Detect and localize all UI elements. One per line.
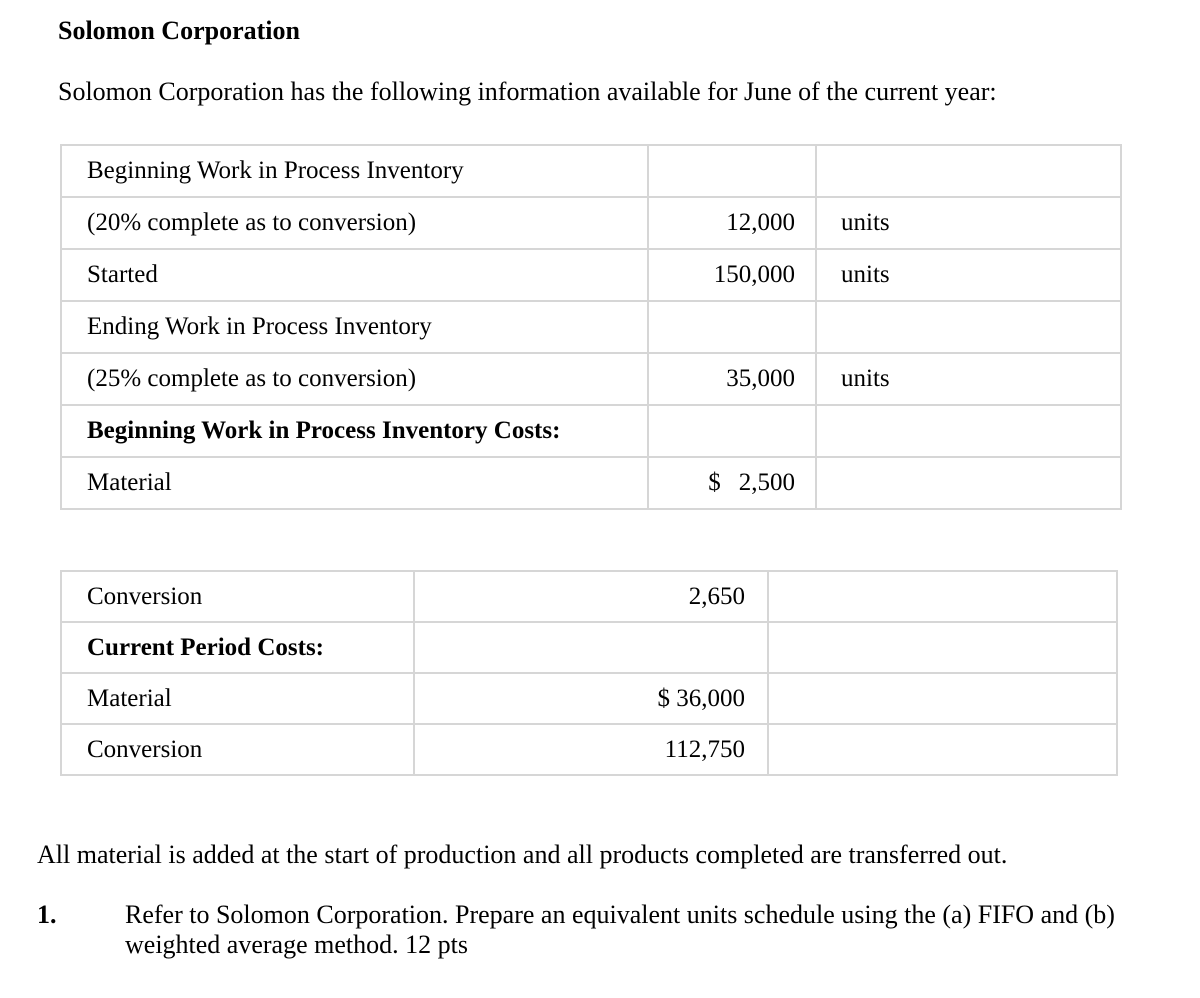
section-heading: Current Period Costs: <box>61 622 414 673</box>
row-value <box>414 622 768 673</box>
table-row <box>61 673 1117 724</box>
row-label: Material <box>61 673 414 724</box>
table-row <box>61 405 1121 457</box>
row-value: 112,750 <box>414 724 768 775</box>
table-row <box>61 301 1121 353</box>
row-value <box>648 457 816 509</box>
row-unit: units <box>816 197 1121 249</box>
row-unit: units <box>816 353 1121 405</box>
row-label: Started <box>61 249 648 301</box>
row-unit <box>816 301 1121 353</box>
row-extra <box>768 724 1117 775</box>
question-text: Refer to Solomon Corporation. Prepare an equivalent units schedule using the (a) FIFO and (b) weighted average method. 12 pts <box>125 900 1115 959</box>
production-note: All material is added at the start of production and all products completed are transferred out. <box>37 840 1008 869</box>
table-row <box>61 622 1117 673</box>
row-label: Beginning Work in Process Inventory <box>61 145 648 197</box>
production-data-table <box>60 144 1122 510</box>
row-label: (20% complete as to conversion) <box>61 197 648 249</box>
section-heading: Beginning Work in Process Inventory Costs: <box>61 405 648 457</box>
row-unit <box>816 405 1121 457</box>
row-label: (25% complete as to conversion) <box>61 353 648 405</box>
row-unit: units <box>816 249 1121 301</box>
amount-value: 2,500 <box>738 469 795 496</box>
document-title: Solomon Corporation <box>58 16 300 45</box>
row-value: 2,650 <box>414 571 768 622</box>
table-row <box>61 145 1121 197</box>
intro-paragraph: Solomon Corporation has the following information available for June of the current year: <box>58 77 997 106</box>
row-unit <box>816 145 1121 197</box>
question-number: 1. <box>37 900 57 929</box>
row-value: 12,000 <box>648 197 816 249</box>
row-extra <box>768 622 1117 673</box>
cost-data-table <box>60 570 1118 776</box>
row-value: $ 36,000 <box>414 673 768 724</box>
row-label: Ending Work in Process Inventory <box>61 301 648 353</box>
row-value <box>648 405 816 457</box>
row-extra <box>768 571 1117 622</box>
row-label: Material <box>61 457 648 509</box>
row-value <box>648 301 816 353</box>
currency-symbol: $ <box>708 469 721 496</box>
table-row <box>61 249 1121 301</box>
money-amount <box>708 469 795 497</box>
row-value: 35,000 <box>648 353 816 405</box>
row-value: 150,000 <box>648 249 816 301</box>
row-extra <box>768 673 1117 724</box>
row-value <box>648 145 816 197</box>
row-label: Conversion <box>61 724 414 775</box>
table-row <box>61 197 1121 249</box>
table-row <box>61 457 1121 509</box>
table-row <box>61 353 1121 405</box>
row-label: Conversion <box>61 571 414 622</box>
row-unit <box>816 457 1121 509</box>
table-row <box>61 571 1117 622</box>
table-row <box>61 724 1117 775</box>
